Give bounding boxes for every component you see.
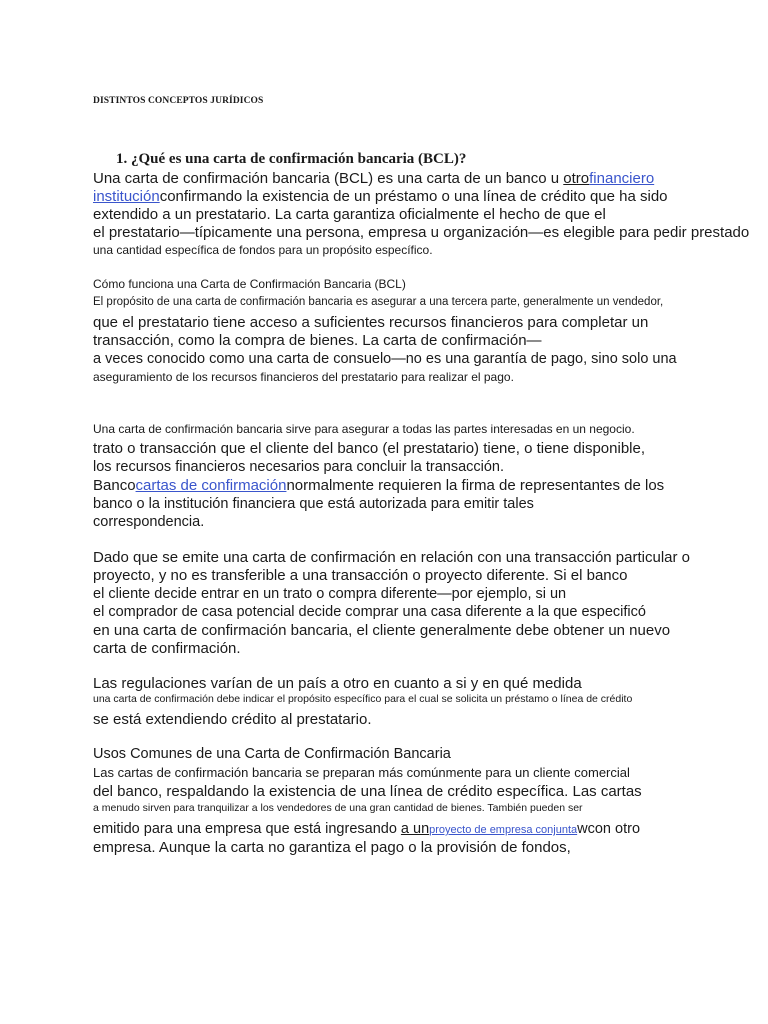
paragraph-line: [93, 189, 668, 204]
paragraph-line: Una carta de confirmación bancaria sirve para asegurar a todas las partes interesadas en un negocio.: [93, 422, 635, 436]
paragraph-line: proyecto, y no es transferible a una transacción o proyecto diferente. Si el banco: [93, 567, 628, 584]
paragraph-line: Dado que se emite una carta de confirmación en relación con una transacción particular o: [93, 549, 691, 566]
section-heading: Cómo funciona una Carta de Confirmación Bancaria (BCL): [93, 277, 406, 291]
paragraph-line: en una carta de confirmación bancaria, el cliente generalmente debe obtener un nuevo: [93, 622, 671, 639]
paragraph-line: [93, 822, 640, 837]
paragraph-line: trato o transacción que el cliente del banco (el prestatario) tiene, o tiene disponible,: [93, 440, 646, 457]
paragraph-line: una carta de confirmación debe indicar el propósito específico para el cual se solicita un préstamo o línea de crédito: [93, 693, 633, 705]
paragraph-line: a menudo sirven para tranquilizar a los vendedores de una gran cantidad de bienes. También pueden ser: [93, 802, 583, 814]
paragraph-line: el cliente decide entrar en un trato o compra diferente—por ejemplo, si un: [93, 586, 567, 602]
paragraph-line: carta de confirmación.: [93, 640, 241, 657]
paragraph-line: una cantidad específica de fondos para un propósito específico.: [93, 243, 433, 257]
paragraph-line: el prestatario—típicamente una persona, empresa u organización—es elegible para pedir prestado: [93, 224, 750, 241]
paragraph-line: que el prestatario tiene acceso a suficientes recursos financieros para completar un: [93, 314, 649, 331]
link-cartas-de-confirmacion[interactable]: cartas de confirmación: [135, 477, 287, 494]
link-institucion[interactable]: institución: [93, 188, 160, 205]
paragraph-line: [93, 478, 664, 493]
document-title: DISTINTOS CONCEPTOS JURÍDICOS: [93, 96, 264, 106]
paragraph-line: a veces conocido como una carta de consuelo—no es una garantía de pago, sino solo una: [93, 351, 677, 367]
paragraph-line: banco o la institución financiera que está autorizada para emitir tales: [93, 496, 534, 512]
text-span: Banco: [93, 477, 136, 494]
paragraph-line: aseguramiento de los recursos financieros del prestatario para realizar el pago.: [93, 370, 514, 384]
paragraph-line: Las cartas de confirmación bancaria se preparan más comúnmente para un cliente comercial: [93, 765, 630, 780]
paragraph-line: correspondencia.: [93, 514, 205, 530]
paragraph-line: Las regulaciones varían de un país a otro en cuanto a si y en qué medida: [93, 675, 582, 692]
paragraph-line: El propósito de una carta de confirmación bancaria es asegurar a una tercera parte, generalmente un vendedor,: [93, 296, 664, 308]
text-span: emitido para una empresa que está ingresando: [93, 821, 401, 837]
paragraph-line: empresa. Aunque la carta no garantiza el pago o la provisión de fondos,: [93, 839, 571, 856]
text-span: Una carta de confirmación bancaria (BCL) es una carta de un banco u: [93, 170, 564, 187]
question-heading: 1. ¿Qué es una carta de confirmación bancaria (BCL)?: [116, 151, 467, 167]
paragraph-line: los recursos financieros necesarios para concluir la transacción.: [93, 459, 505, 475]
section-heading: Usos Comunes de una Carta de Confirmación Bancaria: [93, 746, 451, 762]
paragraph-line: del banco, respaldando la existencia de una línea de crédito específica. Las cartas: [93, 783, 642, 800]
text-span: normalmente requieren la firma de representantes de los: [286, 477, 665, 494]
link-financiero[interactable]: financiero: [589, 170, 655, 187]
text-span: otro: [563, 170, 590, 187]
text-span: wcon otro: [577, 821, 641, 837]
paragraph-line: transacción, como la compra de bienes. La carta de confirmación—: [93, 332, 542, 349]
paragraph-line: se está extendiendo crédito al prestatario.: [93, 711, 372, 728]
text-span: a un: [400, 821, 430, 837]
paragraph-line: [93, 171, 654, 186]
paragraph-line: extendido a un prestatario. La carta garantiza oficialmente el hecho de que el: [93, 206, 606, 223]
text-span: confirmando la existencia de un préstamo o una línea de crédito que ha sido: [159, 188, 668, 205]
paragraph-line: el comprador de casa potencial decide comprar una casa diferente a la que especificó: [93, 604, 646, 620]
link-proyecto-de-empresa-conjunta[interactable]: proyecto de empresa conjunta: [429, 824, 578, 836]
